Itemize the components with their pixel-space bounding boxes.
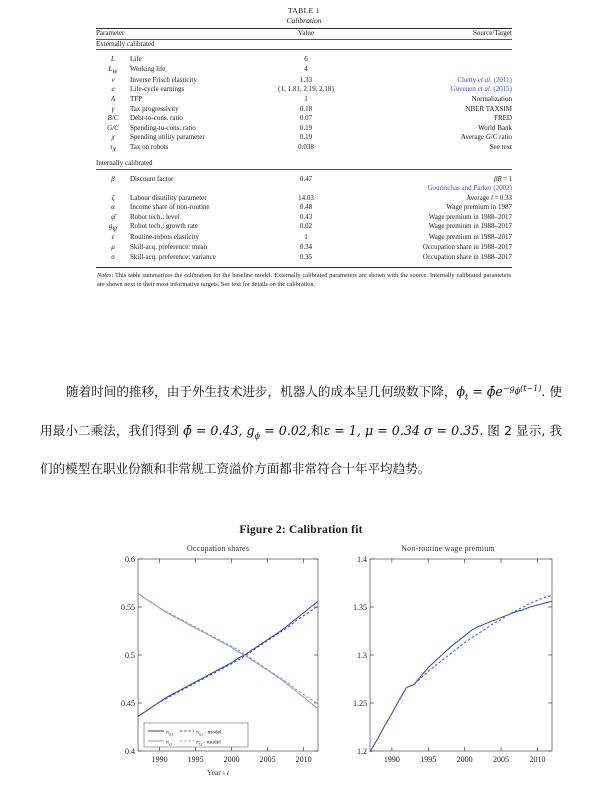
table-row — [96, 133, 512, 143]
group-label: Internally calibrated — [96, 158, 153, 167]
x-tick-label: 1995 — [187, 755, 204, 764]
table-row — [96, 65, 512, 76]
paragraph-line4: 合十年平均趋势。 — [329, 461, 431, 477]
row-value: 0.19 — [299, 123, 313, 132]
table-row — [96, 203, 512, 213]
paragraph-math-estimates-2: ε = 1, μ = 0.34 σ = 0.35 — [323, 422, 480, 438]
row-value — [246, 184, 366, 194]
table-row — [96, 85, 512, 95]
row-value: 0.43 — [299, 212, 313, 221]
y-tick-label: 1.3 — [357, 651, 367, 660]
row-value: 1 — [304, 233, 308, 242]
row-value: 0.48 — [299, 203, 313, 212]
row-parameter — [96, 184, 246, 194]
row-source: Guvenen et al. (2015) — [450, 85, 512, 94]
chart-left-xlabel — [112, 768, 324, 777]
row-value: 0.34 — [299, 243, 313, 252]
parameter-symbol: ε — [111, 233, 115, 242]
row-value: 0.038 — [298, 142, 314, 151]
parameter-symbol: A — [110, 94, 116, 103]
figure-title: Figure 2: Calibration fit — [239, 524, 363, 536]
parameter-description: Labour disutility parameter — [130, 193, 207, 202]
row-source: Wage premium in 1988–2017 — [428, 222, 512, 231]
chart-left-plot — [112, 555, 324, 767]
paragraph-math-phi-t: $\phi_t$ = — [456, 384, 487, 402]
table-header-row — [96, 29, 512, 40]
parameter-symbol: $g_\varphi$ — [109, 222, 117, 233]
row-value: 0.19 — [299, 133, 313, 142]
paragraph-line3: . 图 2 显示, 我们的模型在职业份额和非常规工资溢价方面都非常符 — [40, 422, 562, 477]
row-parameter — [96, 55, 246, 65]
row-parameter — [96, 95, 246, 105]
xlabel-year: Year - — [206, 768, 227, 777]
table-row — [96, 253, 512, 263]
table-row — [96, 143, 512, 154]
row-source: World Bank — [478, 123, 512, 132]
y-tick-label: 0.6 — [125, 555, 135, 564]
row-source: See text — [489, 142, 512, 151]
row-source: NBER TAXSIM — [465, 104, 512, 113]
body-paragraph — [40, 372, 562, 485]
y-tick-label: 1.35 — [353, 603, 367, 612]
group-label: Externally calibrated — [96, 39, 155, 48]
table-group-external — [96, 39, 512, 50]
table-row — [96, 105, 512, 115]
row-source: Average l = 0.33 — [466, 193, 512, 202]
table-row — [96, 222, 512, 233]
header-source: Source/Target — [472, 29, 512, 37]
parameter-description: Skill-acq. preference: mean — [130, 243, 208, 252]
row-parameter — [96, 65, 246, 76]
parameter-symbol: α — [111, 203, 115, 212]
x-tick-label: 1995 — [420, 755, 437, 764]
y-tick-label: 0.55 — [121, 603, 135, 612]
row-parameter — [96, 194, 246, 204]
parameter-symbol: B/C — [107, 114, 119, 123]
row-parameter — [96, 114, 246, 124]
x-tick-label: 1990 — [151, 755, 168, 764]
y-tick-label: 0.45 — [121, 699, 135, 708]
row-source — [366, 65, 512, 76]
notes-text: : This table summarizes the calibration for the baseline model. Externally calibrated parameters are shown with the source. Internally calibrated parameters are shown next to their most informative targets. See text for details on the calibration. — [97, 272, 511, 289]
row-source: Wage premium in 1988–2017 — [428, 233, 512, 242]
y-tick-label: 1.4 — [357, 555, 367, 564]
series-line — [370, 595, 552, 751]
parameter-symbol: ζ — [111, 193, 115, 202]
row-value: 6 — [304, 55, 308, 64]
parameter-symbol: e — [111, 85, 115, 94]
parameter-description: Discount factor — [130, 174, 174, 183]
parameter-symbol: $\tau_x$ — [109, 142, 117, 154]
table-row — [96, 124, 512, 134]
legend-label-pi-r: πr,t — [166, 739, 173, 747]
table-row — [96, 55, 512, 65]
table-row — [96, 233, 512, 243]
figure-block — [0, 524, 602, 799]
row-parameter — [96, 243, 246, 253]
paragraph-line2a: . 使用最小二乘法，我们得到 — [40, 384, 562, 438]
y-tick-label: 1.25 — [353, 699, 367, 708]
row-parameter — [96, 213, 246, 223]
table-notes — [96, 271, 512, 289]
table-row — [96, 114, 512, 124]
row-source: Chetty et al. (2011) — [457, 75, 512, 84]
row-value: 1 — [304, 94, 308, 103]
row-value: 0.18 — [299, 104, 313, 113]
paragraph-line1: 随着时间的推移，由于外生技术进步，机器人的成本呈几何级数下降， — [66, 384, 457, 400]
row-parameter — [96, 76, 246, 86]
row-parameter — [96, 85, 246, 95]
x-tick-label: 2000 — [456, 755, 473, 764]
chart-occupation-shares — [112, 544, 324, 796]
row-value: {1, 1.81, 2.19, 2.18} — [277, 85, 335, 94]
paragraph-math-estimates-1: ϕ̄ = 0.43, $g_\phi = 0.02$, — [179, 422, 311, 441]
table-row — [96, 175, 512, 185]
table-row — [96, 213, 512, 223]
row-value: 1.33 — [299, 75, 313, 84]
row-source — [366, 55, 512, 65]
parameter-description: Spending-to-cons. ratio — [130, 123, 196, 132]
row-source: Average G/C ratio — [460, 133, 512, 142]
x-tick-label: 2010 — [529, 755, 546, 764]
row-value: 0.47 — [299, 174, 313, 183]
occupation-shares-svg — [112, 555, 324, 767]
row-parameter — [96, 124, 246, 134]
row-parameter — [96, 222, 246, 233]
paragraph-line2b: 和 — [310, 422, 324, 438]
table-row — [96, 95, 512, 105]
legend-label-pi-n-model: πn,t - model — [196, 729, 222, 737]
chart-left-title: Occupation shares — [186, 544, 250, 553]
row-source: Wage premium in 1988–2017 — [428, 212, 512, 221]
parameter-symbol: $L_w$ — [108, 64, 118, 76]
parameter-description: Income share of non-routine — [130, 203, 210, 212]
paragraph-math-phibar-exp: $\phīe^{-g_\phi(t-1)}$ — [486, 384, 542, 400]
x-tick-label: 2000 — [223, 755, 240, 764]
table-group-internal — [96, 159, 512, 169]
row-parameter — [96, 253, 246, 263]
row-parameter — [96, 233, 246, 243]
parameter-symbol: γ — [111, 104, 115, 113]
plot-frame — [370, 559, 552, 751]
table-bottom-rule — [96, 268, 512, 269]
chart-right-plot — [338, 555, 558, 767]
x-tick-label: 2010 — [295, 755, 312, 764]
table-row — [96, 76, 512, 86]
parameter-description: Robot tech.: growth rate — [130, 222, 199, 231]
x-tick-label: 2005 — [259, 755, 276, 764]
table-row — [96, 194, 512, 204]
row-parameter — [96, 175, 246, 185]
table-row — [96, 243, 512, 253]
parameter-symbol: χ — [111, 133, 115, 142]
parameter-symbol: G/C — [107, 123, 119, 132]
row-source: Occupation share in 1988–2017 — [422, 252, 512, 261]
chart-non-routine-wage-premium — [338, 544, 558, 796]
series-line — [138, 601, 318, 716]
header-parameter: Parameter — [96, 29, 125, 37]
parameter-description: Working life — [130, 64, 166, 73]
parameter-symbol: L — [111, 55, 115, 64]
row-parameter — [96, 143, 246, 154]
row-source: Wage premium in 1987 — [446, 203, 512, 212]
header-value: Value — [298, 29, 314, 37]
table-row — [96, 184, 512, 194]
row-parameter — [96, 133, 246, 143]
charts-row — [0, 544, 602, 799]
parameter-description: Skill-acq. preference: variance — [130, 252, 216, 261]
parameter-description: TFP — [130, 94, 143, 103]
row-value: 0.35 — [299, 252, 313, 261]
y-tick-label: 1.2 — [357, 747, 367, 756]
series-line — [138, 594, 318, 709]
row-parameter — [96, 105, 246, 115]
y-tick-label: 0.4 — [125, 747, 135, 756]
parameter-description: Spending utility parameter — [130, 133, 205, 142]
xlabel-t: t — [226, 768, 230, 777]
series-line — [370, 601, 552, 752]
parameter-description: Life-cycle earnings — [130, 85, 185, 94]
y-tick-label: 0.5 — [125, 651, 135, 660]
non-routine-wage-premium-svg — [338, 555, 558, 767]
plot-frame — [138, 559, 318, 751]
parameter-description: Tax progressivity — [130, 104, 179, 113]
row-parameter — [96, 203, 246, 213]
row-value: 14.03 — [298, 193, 314, 202]
calibration-table — [96, 28, 512, 268]
legend-label-pi-n: πn,t — [166, 729, 173, 737]
parameter-description: Tax on robots — [130, 142, 169, 151]
notes-label: Notes — [97, 272, 112, 280]
row-value: 0.02 — [299, 222, 313, 231]
x-tick-label: 2005 — [493, 755, 510, 764]
x-tick-label: 1990 — [383, 755, 400, 764]
row-value: 4 — [304, 64, 308, 73]
parameter-symbol: μ — [111, 243, 115, 252]
parameter-symbol: v — [111, 75, 115, 84]
parameter-description: Life — [130, 55, 142, 64]
calibration-table-block — [96, 6, 512, 289]
parameter-symbol: σ — [111, 252, 115, 261]
table-caption: Calibration — [286, 16, 322, 25]
row-source: Normalization — [471, 94, 512, 103]
parameter-symbol: φ̄ — [111, 212, 115, 221]
parameter-description: Robot tech.: level — [130, 212, 180, 221]
parameter-description: Inverse Frisch elasticity — [130, 75, 197, 84]
parameter-symbol: β — [111, 174, 115, 183]
chart-right-title: Non-routine wage premium — [401, 544, 495, 553]
row-value: 0.07 — [299, 114, 313, 123]
row-source: Occupation share in 1988–2017 — [422, 243, 512, 252]
table-label: TABLE 1 — [288, 6, 320, 15]
parameter-description: Debt-to-cons. ratio — [130, 114, 183, 123]
row-source: Gourinchas and Parker (2002) — [427, 184, 512, 193]
legend-label-pi-r-model: πr,t - model — [196, 739, 221, 747]
row-source: βR = 1 — [493, 174, 512, 183]
row-source: FRED — [494, 114, 512, 123]
parameter-description: Routine-robots elasticity — [130, 233, 200, 242]
